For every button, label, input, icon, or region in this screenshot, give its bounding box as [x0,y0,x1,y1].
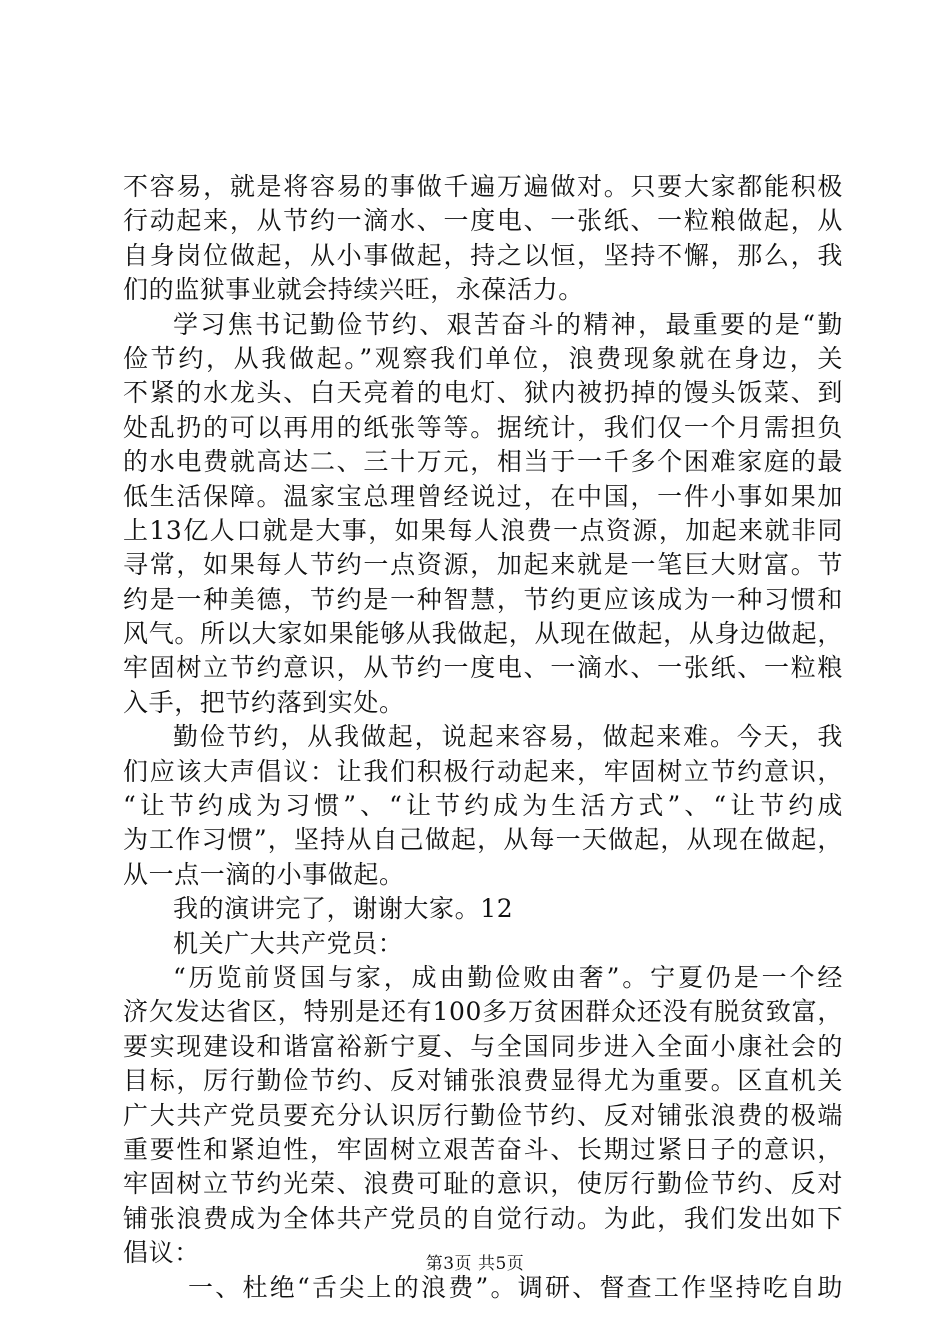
text-line: 一、杜绝“舌尖上的浪费”。调研、督查工作坚持吃自助 [188,1272,843,1302]
text-line: 上13亿人口就是大事，如果每人浪费一点资源，加起来就非同 [123,515,843,545]
text-line: 行动起来，从节约一滴水、一度电、一张纸、一粒粮做起，从 [123,206,843,236]
text-line: 们的监狱事业就会持续兴旺，永葆活力。 [123,275,584,305]
text-line: 不紧的水龙头、白天亮着的电灯、狱内被扔掉的馒头饭菜、到 [123,378,843,408]
text-line: 重要性和紧迫性，牢固树立艰苦奋斗、长期过紧日子的意识， [123,1134,843,1164]
text-line: 要实现建设和谐富裕新宁夏、与全国同步进入全面小康社会的 [123,1031,843,1061]
text-line: 处乱扔的可以再用的纸张等等。据统计，我们仅一个月需担负 [123,412,843,442]
text-line: 倡议： [123,1238,200,1268]
text-line: 寻常，如果每人节约一点资源，加起来就是一笔巨大财富。节 [123,550,843,580]
text-line: 铺张浪费成为全体共产党员的自觉行动。为此，我们发出如下 [123,1203,843,1233]
text-line: 牢固树立节约光荣、浪费可耻的意识，使厉行勤俭节约、反对 [123,1169,843,1199]
text-line: 的水电费就高达二、三十万元，相当于一千多个困难家庭的最 [123,447,843,477]
text-line: 目标，厉行勤俭节约、反对铺张浪费显得尤为重要。区直机关 [123,1066,843,1096]
text-line: 俭节约，从我做起。”观察我们单位，浪费现象就在身边，关 [123,343,843,373]
text-line: 们应该大声倡议：让我们积极行动起来，牢固树立节约意识， [123,756,843,786]
text-line: 风气。所以大家如果能够从我做起，从现在做起，从身边做起， [123,619,843,649]
text-line: 入手，把节约落到实处。 [123,687,405,717]
text-line: “历览前贤国与家，成由勤俭败由奢”。宁夏仍是一个经 [173,962,843,992]
text-line: 自身岗位做起，从小事做起，持之以恒，坚持不懈，那么，我 [123,240,843,270]
body-text [123,170,843,1305]
text-line: 为工作习惯”，坚持从自己做起，从每一天做起，从现在做起， [123,825,843,855]
text-line: 从一点一滴的小事做起。 [123,859,405,889]
page-footer: 第3页 共5页 [425,1254,525,1274]
text-line: 济欠发达省区，特别是还有100多万贫困群众还没有脱贫致富， [123,997,843,1027]
text-line: 学习焦书记勤俭节约、艰苦奋斗的精神，最重要的是“勤 [173,309,843,339]
text-line: 不容易，就是将容易的事做千遍万遍做对。只要大家都能积极 [123,172,843,201]
text-line: “让节约成为习惯”、“让节约成为生活方式”、“让节约成 [123,791,843,821]
text-line: 约是一种美德，节约是一种智慧，节约更应该成为一种习惯和 [123,584,843,614]
text-line: 广大共产党员要充分认识厉行勤俭节约、反对铺张浪费的极端 [123,1100,843,1130]
text-line: 勤俭节约，从我做起，说起来容易，做起来难。今天，我 [173,722,843,752]
text-line: 机关广大共产党员： [173,928,404,958]
text-line: 低生活保障。温家宝总理曾经说过，在中国，一件小事如果加 [123,481,843,511]
text-line: 牢固树立节约意识，从节约一度电、一滴水、一张纸、一粒粮 [123,653,843,683]
text-line: 我的演讲完了，谢谢大家。12 [173,894,514,924]
